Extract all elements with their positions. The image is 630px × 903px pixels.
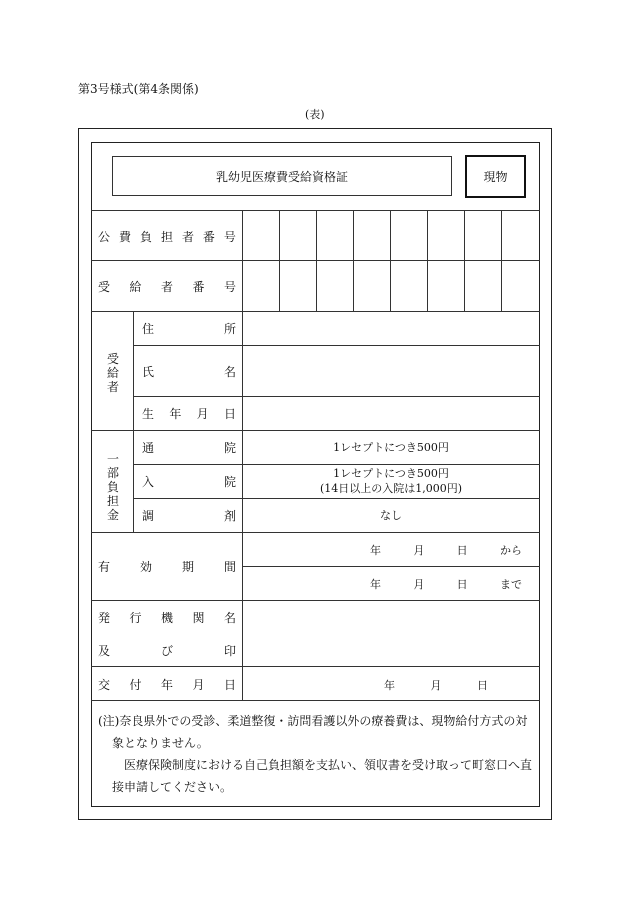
column-divider xyxy=(242,210,243,700)
digit-divider xyxy=(316,210,317,311)
outpatient-label: 通 院 xyxy=(142,440,236,455)
digit-divider xyxy=(390,210,391,311)
rule-line xyxy=(133,498,540,499)
digit-divider xyxy=(501,210,502,311)
birth-date-label: 生 年 月 日 xyxy=(142,406,236,421)
rule-line xyxy=(91,700,540,701)
rule-line xyxy=(91,311,540,312)
issuer-name-label: 発 行 機 関 名 xyxy=(98,610,236,625)
issue-date-value: 年 月 日 xyxy=(384,679,488,692)
outpatient-value: 1レセプトにつき500円 xyxy=(333,441,449,454)
rule-line xyxy=(91,430,540,431)
side-label: (表) xyxy=(305,108,325,121)
recipient-group-label: 受 給 者 xyxy=(106,352,119,394)
note-line-4: 接申請してください。 xyxy=(112,780,233,794)
public-burden-number-label: 公 費 負 担 者 番 号 xyxy=(98,229,236,244)
name-label: 氏 名 xyxy=(142,364,236,379)
rule-line xyxy=(91,600,540,601)
note-line-1: (注)奈良県外での受診、柔道整復・訪問看護以外の療養費は、現物給付方式の対 xyxy=(98,714,528,728)
digit-divider xyxy=(464,210,465,311)
rule-line xyxy=(133,396,540,397)
issue-date-label: 交 付 年 月 日 xyxy=(98,677,236,692)
pharmacy-value: なし xyxy=(380,509,402,522)
pharmacy-label: 調 剤 xyxy=(142,508,236,523)
digit-divider xyxy=(427,210,428,311)
inpatient-value-line1: 1レセプトにつき500円 xyxy=(333,467,449,480)
address-label: 住 所 xyxy=(142,321,236,336)
recipient-number-label: 受 給 者 番 号 xyxy=(98,279,236,294)
stock-label: 現物 xyxy=(465,155,526,198)
inpatient-label: 入 院 xyxy=(142,474,236,489)
rule-line xyxy=(91,666,540,667)
rule-line xyxy=(91,532,540,533)
note-line-3: 医療保険制度における自己負担額を支払い、領収書を受け取って町窓口へ直 xyxy=(124,758,533,772)
rule-line xyxy=(242,566,540,567)
validity-to: 年 月 日 まで xyxy=(370,578,522,591)
group-divider xyxy=(133,311,134,532)
copay-group-label: 一 部 負 担 金 xyxy=(106,452,119,522)
digit-divider xyxy=(279,210,280,311)
note-line-2: 象となりません。 xyxy=(112,736,209,750)
validity-from: 年 月 日 から xyxy=(370,544,522,557)
validity-period-label: 有 効 期 間 xyxy=(98,559,236,574)
digit-divider xyxy=(353,210,354,311)
certificate-title: 乳幼児医療費受給資格証 xyxy=(112,156,452,196)
rule-line xyxy=(133,464,540,465)
rule-line xyxy=(133,345,540,346)
and-seal-label: 及 び 印 xyxy=(98,643,236,658)
form-number: 第3号様式(第4条関係) xyxy=(78,82,199,96)
inpatient-value-line2: (14日以上の入院は1,000円) xyxy=(319,482,463,495)
